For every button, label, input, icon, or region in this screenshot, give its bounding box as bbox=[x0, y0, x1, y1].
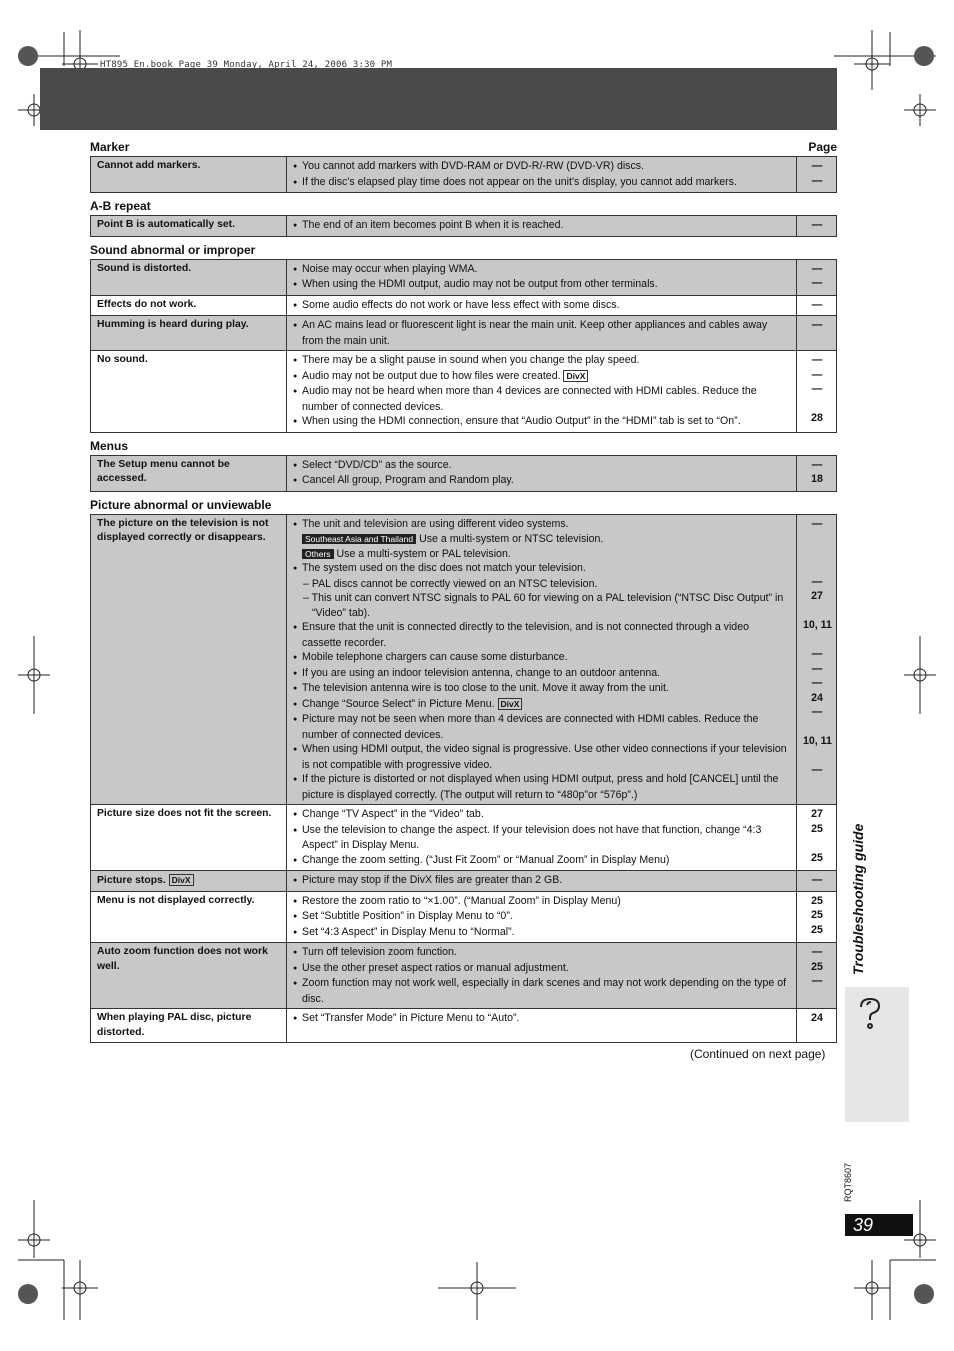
page-column-label: Page bbox=[808, 140, 837, 154]
page-ref: 25 bbox=[811, 822, 823, 835]
page-ref: — bbox=[811, 764, 823, 776]
solution-text: If the disc's elapsed play time does not appear on the unit's display, you cannot add markers. bbox=[302, 175, 737, 188]
page-ref: — bbox=[811, 219, 823, 231]
page-ref bbox=[803, 720, 831, 735]
table-row bbox=[91, 295, 837, 316]
side-panel bbox=[845, 987, 909, 1122]
page-ref bbox=[803, 836, 831, 851]
solution-text: There may be a slight pause in sound when you change the play speed. bbox=[302, 354, 640, 366]
problem-cell bbox=[91, 351, 287, 433]
solution-text: Set “Subtitle Position” in Display Menu to “0”. bbox=[302, 910, 513, 922]
bullet-item bbox=[293, 909, 791, 925]
solution-cell bbox=[287, 805, 797, 871]
solution-text: You cannot add markers with DVD-RAM or DVD-R/-RW (DVD-VR) discs. bbox=[302, 160, 645, 172]
section-heading bbox=[90, 199, 837, 213]
solution-text: The television antenna wire is too close to the unit. Move it away from the unit. bbox=[302, 682, 669, 694]
problem-text: When playing PAL disc, picture distorted. bbox=[97, 1012, 252, 1038]
solution-text: Set “Transfer Mode” in Picture Menu to “Auto”. bbox=[302, 1012, 520, 1024]
solution-text: When using HDMI output, the video signal is progressive. Use other video connections if your television is not compatible with progressive video. bbox=[302, 743, 787, 771]
page-ref bbox=[803, 397, 831, 412]
table-row bbox=[91, 316, 837, 351]
table-row bbox=[91, 1009, 837, 1043]
question-mark-icon bbox=[851, 993, 891, 1033]
page-ref-cell bbox=[797, 295, 837, 316]
solution-text: Use the other preset aspect ratios or manual adjustment. bbox=[302, 961, 569, 974]
solution-text: – PAL discs cannot be correctly viewed on an NTSC television. bbox=[303, 577, 598, 590]
page-ref-cell bbox=[797, 891, 837, 943]
page-ref-cell bbox=[797, 216, 837, 237]
solution-text: Set “4:3 Aspect” in Display Menu to “Normal”. bbox=[302, 925, 515, 938]
region-note bbox=[293, 547, 791, 562]
troubleshooting-content bbox=[90, 140, 837, 1043]
solution-text: When using the HDMI connection, ensure that “Audio Output” in the “HDMI” tab is set to “On”. bbox=[302, 415, 741, 427]
solution-cell bbox=[287, 157, 797, 193]
bullet-item bbox=[293, 894, 791, 910]
page-ref: — bbox=[811, 458, 823, 471]
table-row bbox=[91, 871, 837, 892]
solution-text: The system used on the disc does not match your television. bbox=[302, 562, 586, 574]
page-ref-cell bbox=[797, 943, 837, 1009]
page-ref-cell bbox=[797, 805, 837, 871]
page-ref bbox=[803, 749, 831, 764]
table-row bbox=[91, 891, 837, 943]
table-row bbox=[91, 157, 837, 193]
page-ref: 10, 11 bbox=[803, 619, 832, 631]
page-ref: 25 bbox=[811, 894, 823, 907]
bullet-item bbox=[293, 650, 791, 666]
bullet-item bbox=[293, 298, 791, 314]
table-row bbox=[91, 351, 837, 433]
page-ref: 10, 11 bbox=[803, 735, 832, 747]
solution-cell bbox=[287, 891, 797, 943]
solution-text: Use a multi-system or NTSC television. bbox=[419, 533, 604, 545]
bullet-item bbox=[293, 823, 791, 853]
bullet-item bbox=[293, 807, 791, 823]
page-ref-cell bbox=[797, 871, 837, 892]
problem-cell bbox=[91, 891, 287, 943]
problem-text: Menu is not displayed correctly. bbox=[97, 894, 255, 906]
solution-cell bbox=[287, 216, 797, 237]
bullet-item bbox=[293, 873, 791, 889]
page-ref: — bbox=[811, 160, 823, 172]
section-title: Menus bbox=[90, 438, 129, 453]
solution-text: Some audio effects do not work or have less effect with some discs. bbox=[302, 298, 620, 311]
section-heading bbox=[90, 243, 837, 257]
problem-cell bbox=[91, 871, 287, 892]
bullet-item bbox=[293, 697, 791, 713]
page-ref: — bbox=[811, 517, 823, 530]
table-row bbox=[91, 455, 837, 491]
page-number: 39 bbox=[845, 1214, 913, 1236]
page-ref: 18 bbox=[811, 473, 823, 485]
page-ref: — bbox=[811, 298, 823, 311]
problem-text: Auto zoom function does not work well. bbox=[97, 946, 268, 972]
bullet-item bbox=[293, 369, 791, 385]
bullet-item bbox=[293, 159, 791, 175]
bullet-item bbox=[293, 961, 791, 977]
solution-text: Noise may occur when playing WMA. bbox=[302, 262, 478, 275]
side-title: Troubleshooting guide bbox=[850, 823, 866, 975]
solution-text: When using the HDMI output, audio may not be output from other terminals. bbox=[302, 278, 658, 290]
solution-text: Turn off television zoom function. bbox=[302, 946, 457, 958]
solution-cell bbox=[287, 455, 797, 491]
solution-text: Picture may not be seen when more than 4 devices are connected with HDMI cables. Reduce the number of connected devices. bbox=[302, 713, 759, 741]
problem-text: No sound. bbox=[97, 354, 148, 365]
page-ref: — bbox=[811, 874, 823, 886]
page-ref-cell bbox=[797, 259, 837, 295]
bullet-item bbox=[293, 666, 791, 682]
solution-text: Change “Source Select” in Picture Menu. bbox=[302, 697, 495, 710]
solution-text: If the picture is distorted or not displayed when using HDMI output, press and hold [CANCEL] until the picture is displayed correctly. (The output will return to “480p”or “576p”.) bbox=[302, 773, 779, 801]
page-ref: 24 bbox=[811, 691, 823, 704]
solution-text: The unit and television are using different video systems. bbox=[302, 517, 569, 530]
problem-cell bbox=[91, 455, 287, 491]
bullet-item bbox=[293, 218, 791, 234]
bullet-item bbox=[293, 175, 791, 191]
bullet-item bbox=[293, 681, 791, 697]
troubleshooting-table bbox=[90, 215, 837, 237]
bullet-item bbox=[293, 353, 791, 369]
file-stamp: HT895_En.book Page 39 Monday, April 24, 2006 3:30 PM bbox=[100, 60, 393, 70]
bullet-item bbox=[293, 473, 791, 489]
solution-cell bbox=[287, 259, 797, 295]
solution-cell bbox=[287, 943, 797, 1009]
section-title: A-B repeat bbox=[90, 199, 151, 213]
bullet-item bbox=[293, 976, 791, 1006]
page-ref: 25 bbox=[811, 851, 823, 864]
page-ref: — bbox=[811, 975, 823, 987]
table-row bbox=[91, 259, 837, 295]
page-ref: 24 bbox=[811, 1012, 823, 1024]
problem-cell bbox=[91, 805, 287, 871]
page-ref-cell bbox=[797, 316, 837, 351]
problem-text: Picture stops. bbox=[97, 875, 166, 886]
page-ref: — bbox=[811, 706, 823, 718]
bullet-item bbox=[293, 318, 791, 348]
troubleshooting-table bbox=[90, 455, 837, 492]
bullet-item bbox=[293, 945, 791, 961]
section-title: Marker bbox=[90, 140, 130, 154]
solution-text: If you are using an indoor television antenna, change to an outdoor antenna. bbox=[302, 666, 661, 679]
problem-cell bbox=[91, 514, 287, 805]
problem-text: Sound is distorted. bbox=[97, 262, 192, 274]
bullet-item bbox=[293, 1011, 791, 1027]
solution-text: – This unit can convert NTSC signals to PAL 60 for viewing on a PAL television (“NTSC Disc Output” in “Video” tab). bbox=[303, 592, 784, 619]
bullet-item bbox=[293, 772, 791, 802]
region-note bbox=[293, 532, 791, 547]
solution-text: Ensure that the unit is connected directly to the television, and is not connected through a video cassette recorder. bbox=[302, 621, 749, 649]
page-ref-cell bbox=[797, 351, 837, 433]
bullet-item bbox=[293, 458, 791, 474]
solution-text: Zoom function may not work well, especially in dark scenes and may not work depending on the type of disc. bbox=[302, 977, 787, 1005]
troubleshooting-table bbox=[90, 156, 837, 193]
region-tag: Southeast Asia and Thailand bbox=[302, 534, 416, 544]
divx-badge: DivX bbox=[169, 874, 194, 886]
solution-text: Audio may not be output due to how files were created. bbox=[302, 369, 561, 382]
bullet-item bbox=[293, 277, 791, 293]
page-ref-cell bbox=[797, 1009, 837, 1043]
bullet-item bbox=[293, 853, 791, 869]
solution-text: Use the television to change the aspect. If your television does not have that function, change “4:3 Aspect” in Display Menu. bbox=[302, 823, 762, 851]
solution-text: The end of an item becomes point B when it is reached. bbox=[302, 219, 564, 231]
page-ref-cell bbox=[797, 455, 837, 491]
divx-badge: DivX bbox=[563, 370, 588, 382]
table-row bbox=[91, 514, 837, 805]
bullet-item bbox=[293, 712, 791, 742]
solution-text: Change “TV Aspect” in the “Video” tab. bbox=[302, 808, 484, 820]
problem-cell bbox=[91, 943, 287, 1009]
page-ref-cell bbox=[797, 157, 837, 193]
dash-item bbox=[293, 591, 791, 620]
solution-text: Select “DVD/CD” as the source. bbox=[302, 458, 452, 471]
page-ref: 27 bbox=[811, 590, 823, 602]
divx-badge: DivX bbox=[498, 698, 523, 710]
page-ref: — bbox=[811, 575, 823, 588]
troubleshooting-table bbox=[90, 259, 837, 433]
problem-cell bbox=[91, 216, 287, 237]
solution-text: Change the zoom setting. (“Just Fit Zoom” or “Manual Zoom” in Display Menu) bbox=[302, 853, 670, 866]
bullet-item bbox=[293, 262, 791, 278]
solution-cell bbox=[287, 351, 797, 433]
page-ref: — bbox=[811, 277, 823, 289]
solution-text: Cancel All group, Program and Random play. bbox=[302, 474, 514, 486]
page-ref: 28 bbox=[811, 412, 823, 424]
header-bar bbox=[40, 68, 837, 130]
problem-text: Cannot add markers. bbox=[97, 160, 201, 171]
solution-cell bbox=[287, 514, 797, 805]
solution-text: Mobile telephone chargers can cause some disturbance. bbox=[302, 651, 568, 663]
problem-cell bbox=[91, 295, 287, 316]
page-ref bbox=[803, 604, 831, 619]
problem-cell bbox=[91, 316, 287, 351]
troubleshooting-table bbox=[90, 514, 837, 1044]
solution-text: An AC mains lead or fluorescent light is near the main unit. Keep other appliances and cables away from the main unit. bbox=[302, 319, 768, 347]
bullet-item bbox=[293, 384, 791, 414]
solution-cell bbox=[287, 295, 797, 316]
page-ref: — bbox=[811, 648, 823, 660]
problem-cell bbox=[91, 157, 287, 193]
solution-text: Picture may stop if the DivX files are greater than 2 GB. bbox=[302, 874, 563, 886]
page-ref: — bbox=[811, 383, 823, 395]
page-ref: 25 bbox=[811, 960, 823, 973]
page-ref bbox=[803, 560, 831, 575]
bullet-item bbox=[293, 414, 791, 430]
solution-text: Restore the zoom ratio to “×1.00”. (“Manual Zoom” in Display Menu) bbox=[302, 894, 621, 907]
page-ref: 25 bbox=[811, 909, 823, 921]
table-row bbox=[91, 943, 837, 1009]
solution-cell bbox=[287, 1009, 797, 1043]
solution-text: Audio may not be heard when more than 4 devices are connected with HDMI cables. Reduce the number of connected devices. bbox=[302, 385, 757, 413]
page-ref: — bbox=[811, 946, 823, 958]
solution-cell bbox=[287, 871, 797, 892]
bullet-item bbox=[293, 620, 791, 650]
page-ref: 27 bbox=[811, 808, 823, 820]
table-row bbox=[91, 216, 837, 237]
problem-text: Picture size does not fit the screen. bbox=[97, 808, 272, 819]
doc-code: RQT8607 bbox=[843, 1162, 853, 1202]
table-row bbox=[91, 805, 837, 871]
bullet-item bbox=[293, 561, 791, 577]
page-ref-cell bbox=[797, 514, 837, 805]
problem-text: Point B is automatically set. bbox=[97, 219, 236, 230]
continued-note: (Continued on next page) bbox=[690, 1047, 826, 1061]
page-ref: — bbox=[811, 677, 823, 689]
section-title: Picture abnormal or unviewable bbox=[90, 497, 272, 512]
problem-text: The Setup menu cannot be accessed. bbox=[97, 458, 230, 484]
page-ref: 25 bbox=[811, 923, 823, 936]
problem-cell bbox=[91, 259, 287, 295]
section-title: Sound abnormal or improper bbox=[90, 242, 256, 257]
bullet-item bbox=[293, 925, 791, 941]
bullet-item bbox=[293, 742, 791, 772]
section-heading bbox=[90, 439, 837, 453]
page-ref: — bbox=[811, 174, 823, 187]
page-ref: — bbox=[811, 662, 823, 675]
solution-cell bbox=[287, 316, 797, 351]
section-heading bbox=[90, 140, 837, 154]
section-heading bbox=[90, 498, 837, 512]
bullet-item bbox=[293, 517, 791, 533]
page-ref bbox=[803, 546, 831, 561]
page-ref: — bbox=[811, 319, 823, 331]
page-ref: — bbox=[811, 262, 823, 275]
region-tag: Others bbox=[302, 549, 334, 559]
solution-text: Use a multi-system or PAL television. bbox=[336, 547, 511, 560]
page-ref: — bbox=[811, 368, 823, 381]
page-ref: — bbox=[811, 354, 823, 366]
problem-cell bbox=[91, 1009, 287, 1043]
dash-item bbox=[293, 577, 791, 592]
problem-text: Effects do not work. bbox=[97, 298, 197, 310]
page-ref bbox=[803, 633, 831, 648]
problem-text: Humming is heard during play. bbox=[97, 319, 249, 330]
problem-text: The picture on the television is not displayed correctly or disappears. bbox=[97, 517, 269, 543]
page-ref bbox=[803, 531, 831, 546]
